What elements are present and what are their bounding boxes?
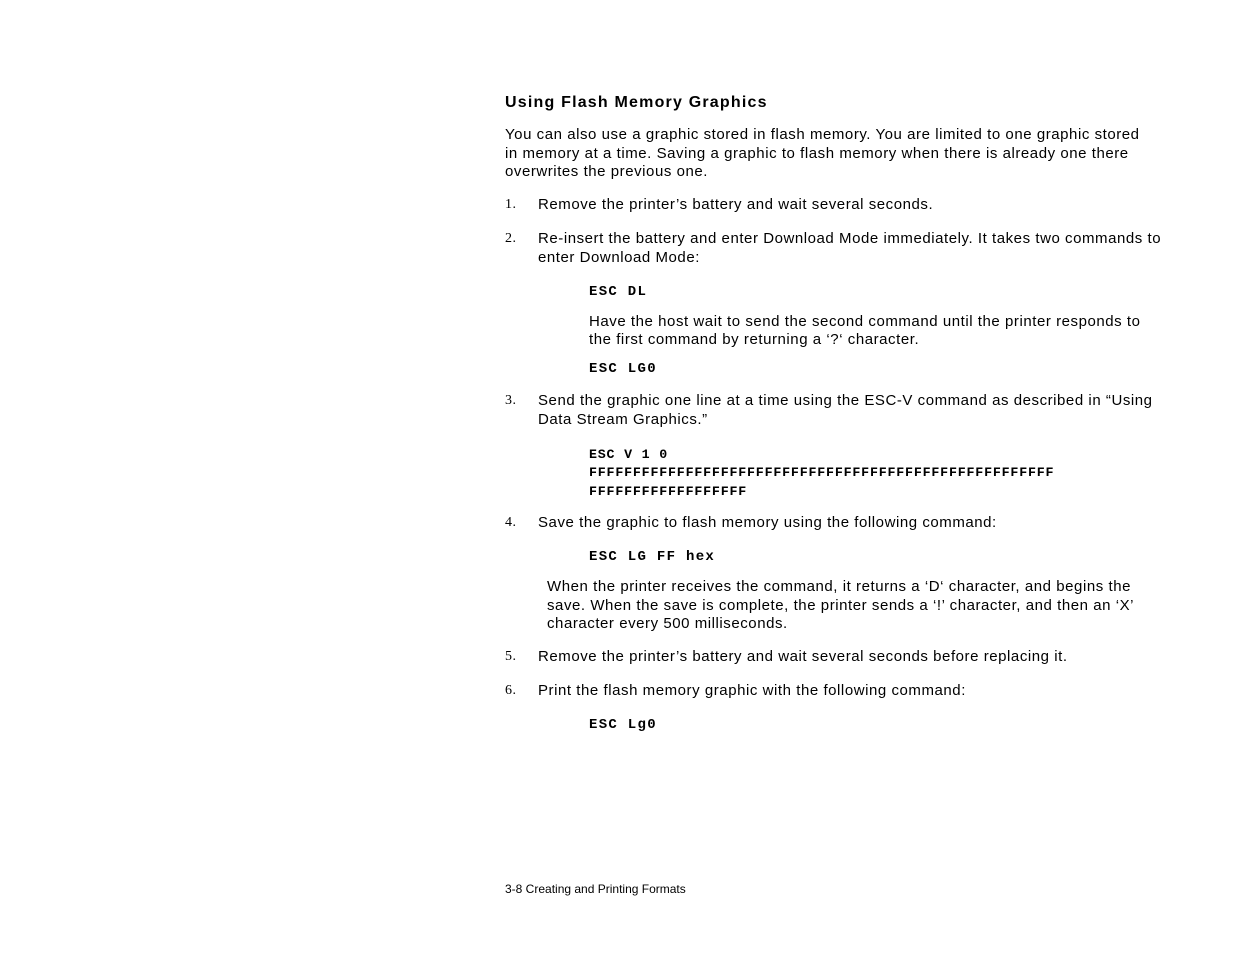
step-number: 4. <box>505 515 517 530</box>
step-text: Re-insert the battery and enter Download Mode immediately. It takes two commands to enter Download Mode: <box>538 230 1162 266</box>
page-footer: 3-8 Creating and Printing Formats <box>505 882 686 896</box>
code-command: ESC LG0 <box>589 361 657 377</box>
code-command: ESC LG FF hex <box>589 549 716 565</box>
code-command: ESC Lg0 <box>589 717 657 733</box>
step-note: Have the host wait to send the second command until the printer responds to the first command by returning a ‘?‘ character. <box>589 313 1141 348</box>
code-command: ESC V 1 0 <box>589 447 669 462</box>
step-number: 2. <box>505 231 517 246</box>
step-text: Remove the printer’s battery and wait several seconds. <box>538 196 934 213</box>
step-number: 6. <box>505 683 517 698</box>
step-text: Save the graphic to flash memory using the following command: <box>538 514 997 531</box>
step-text: Send the graphic one line at a time using the ESC-V command as described in “Using Data Stream Graphics.” <box>538 392 1153 428</box>
step-text: Print the flash memory graphic with the following command: <box>538 682 966 699</box>
code-hex-line: FFFFFFFFFFFFFFFFFF <box>589 484 748 499</box>
step-number: 3. <box>505 393 517 408</box>
step-number: 1. <box>505 197 517 212</box>
code-command: ESC DL <box>589 284 648 300</box>
code-hex-line: FFFFFFFFFFFFFFFFFFFFFFFFFFFFFFFFFFFFFFFFFFFFFFFFFFFFF <box>589 465 1055 480</box>
step-text: Remove the printer’s battery and wait several seconds before replacing it. <box>538 648 1068 665</box>
step-number: 5. <box>505 649 517 664</box>
intro-paragraph: You can also use a graphic stored in flash memory. You are limited to one graphic stored in memory at a time. Saving a graphic to flash memory when there is already one there overwrites the previous one. <box>505 126 1140 180</box>
section-heading: Using Flash Memory Graphics <box>505 94 768 111</box>
step-note: When the printer receives the command, it returns a ‘D‘ character, and begins the save. When the save is complete, the printer sends a ‘!’ character, and then an ‘X’ character every 500 milliseconds. <box>547 578 1134 632</box>
